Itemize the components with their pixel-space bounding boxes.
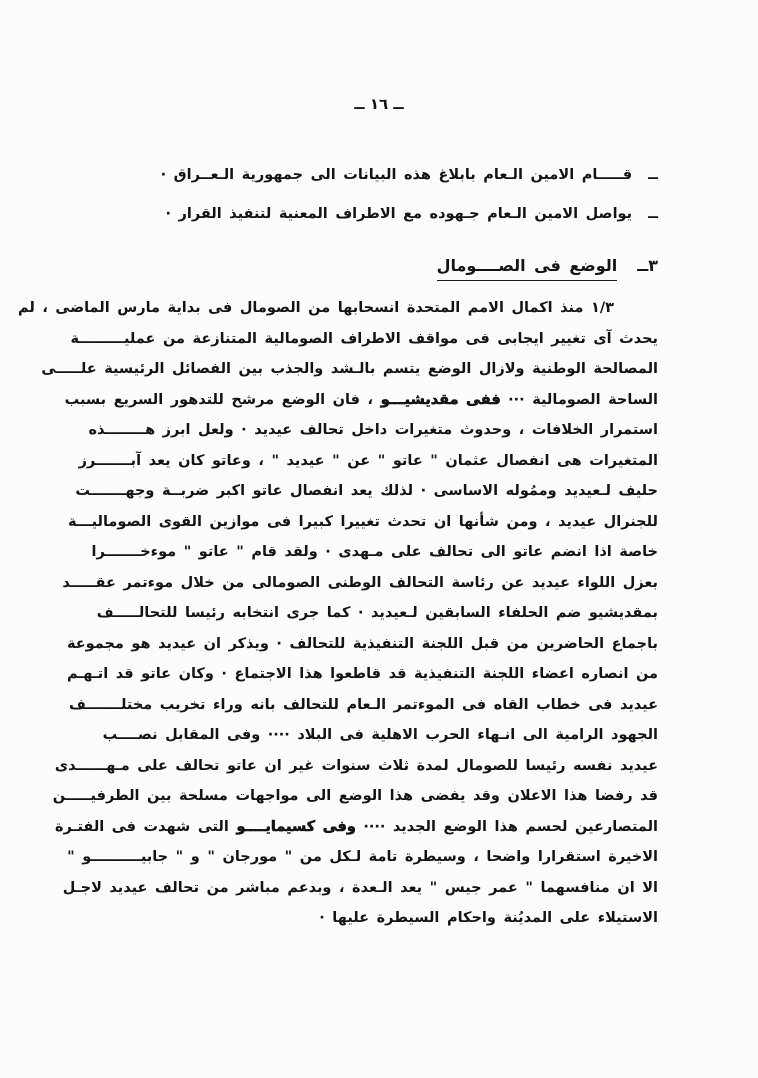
paragraph-line: من انصاره اعضاء اللجنة التنفيذية قد قاطعوا هذا الاجتماع · وكان عاتو قد اتـهـم: [66, 666, 658, 682]
paragraph-line: عيديد نفسه رئيسا للصومال لمدة ثلاث سنوات غير ان عاتو تحالف على مـهــــــدى: [54, 757, 658, 774]
paragraph-line: الاخيرة استقرارا واضحا ، وسيطرة تامة لـكل من " مورجان " و " جابيــــــــــو ": [67, 849, 658, 865]
bullet-dash-icon: ــ: [648, 167, 658, 183]
paragraph-line: المتغيرات هى انفصال عثمان " عاتو " عن " عيديد " ، وعاتو كان يعد آبـــــــرز: [78, 452, 658, 469]
paragraph-line: [64, 385, 658, 416]
bullet-text: يواصل الامين الـعام جـهوده مع الاطراف المعنية لتنفيذ القرار ·: [165, 206, 633, 222]
paragraph-line: ١/٣ منذ اكمال الامم المتحدة انسحابها من الصومال فى بداية مارس الماضى ، لم: [17, 300, 614, 316]
paragraph-line: قد رفضا هذا الاعلان وقد يفضى هذا الوضع الى مواجهات مسلحة بين الطرفيـــــن: [52, 788, 658, 804]
paragraph-line: عيديد فى خطاب القاه فى الموءتمر الـعام للتحالف بانه وراء تخريب مختلـــــــف: [69, 696, 658, 713]
paragraph-line: استمرار الخلافات ، وحدوث متغيرات داخل تحالف عيديد · ولعل ابرز هــــــــذه: [88, 422, 658, 438]
list-item: [95, 162, 658, 188]
line-text: ، فان الوضع مرشح للتدهور السريع بسبب: [64, 391, 381, 408]
body-paragraph: [17, 293, 658, 934]
section-heading: [437, 256, 658, 281]
paragraph-line: الجهود الرامية الى انـهاء الحرب الاهلية فى البلاد ···· وفى المقابل نصــــب: [102, 727, 658, 743]
bullet-text: قـــــام الامين الـعام بابلاغ هذه البيانات الى جمهورية الـعــراق ·: [160, 167, 633, 183]
section-title: الوضع فى الصــــومال: [437, 256, 618, 281]
paragraph-line: بمقديشيو ضم الحلفاء السابقين لـعيديد · كما جرى انتخابه رئيسا للتحالـــــف: [96, 605, 658, 621]
bullet-list: [95, 162, 658, 240]
line-text: الساحة الصومالية ···: [500, 391, 658, 408]
paragraph-line: يحدث آى تغيير ايجابى فى مواقف الاطراف الصومالية المتنازعة من عمليـــــــــة: [70, 330, 658, 347]
page-number: ــ ١٦ ــ: [354, 95, 404, 113]
paragraph-line: للجنرال عيديد ، ومن شأنها ان تحدث تغييرا كبيرا فى موازين القوى الصوماليـــة: [67, 513, 658, 530]
paragraph-line: [54, 812, 658, 843]
paragraph-line: الاستيلاء على المديُنة واحكام السيطرة عليها ·: [319, 910, 658, 926]
bullet-dash-icon: ــ: [648, 206, 658, 222]
section-number: ٣ــ: [637, 256, 658, 275]
line-text: التى شهدت فى الفتـرة: [54, 818, 237, 835]
line-text: المتصارعين لحسم هذا الوضع الجديد ····: [355, 818, 658, 835]
paragraph-line: حليف لـعيديد وممُوله الاساسى · لذلك يعد انفصال عاتو اكبر ضربــة وجهـــــــت: [75, 483, 658, 499]
paragraph-line: خاصة اذا انضم عاتو الى تحالف على مـهدى · ولقد قام " عاتو " موءخـــــــرا: [91, 544, 658, 560]
emphasized-text: وفى كسيمايــــو: [236, 818, 356, 835]
paragraph-line: الا ان منافسهما " عمر جيس " يعد الـعدة ، وبدعم مباشر من تحالف عيديد لاجـل: [62, 879, 658, 896]
emphasized-text: ففى مقديشيـــو: [380, 391, 501, 408]
paragraph-line: بعزل اللواء عيديد عن رئاسة التحالف الوطنى الصومالى من خلال موءتمر عقـــــد: [62, 574, 658, 591]
paragraph-line: المصالحة الوطنية ولازال الوضع يتسم بالـشد والجذب بين الفصائل الرئيسية علـــــى: [41, 361, 658, 377]
paragraph-line: باجماع الحاضرين من قبل اللجنة التنفيذية للتحالف · ويذكر ان عيديد هو مجموعة: [66, 635, 658, 652]
list-item: [95, 201, 658, 227]
